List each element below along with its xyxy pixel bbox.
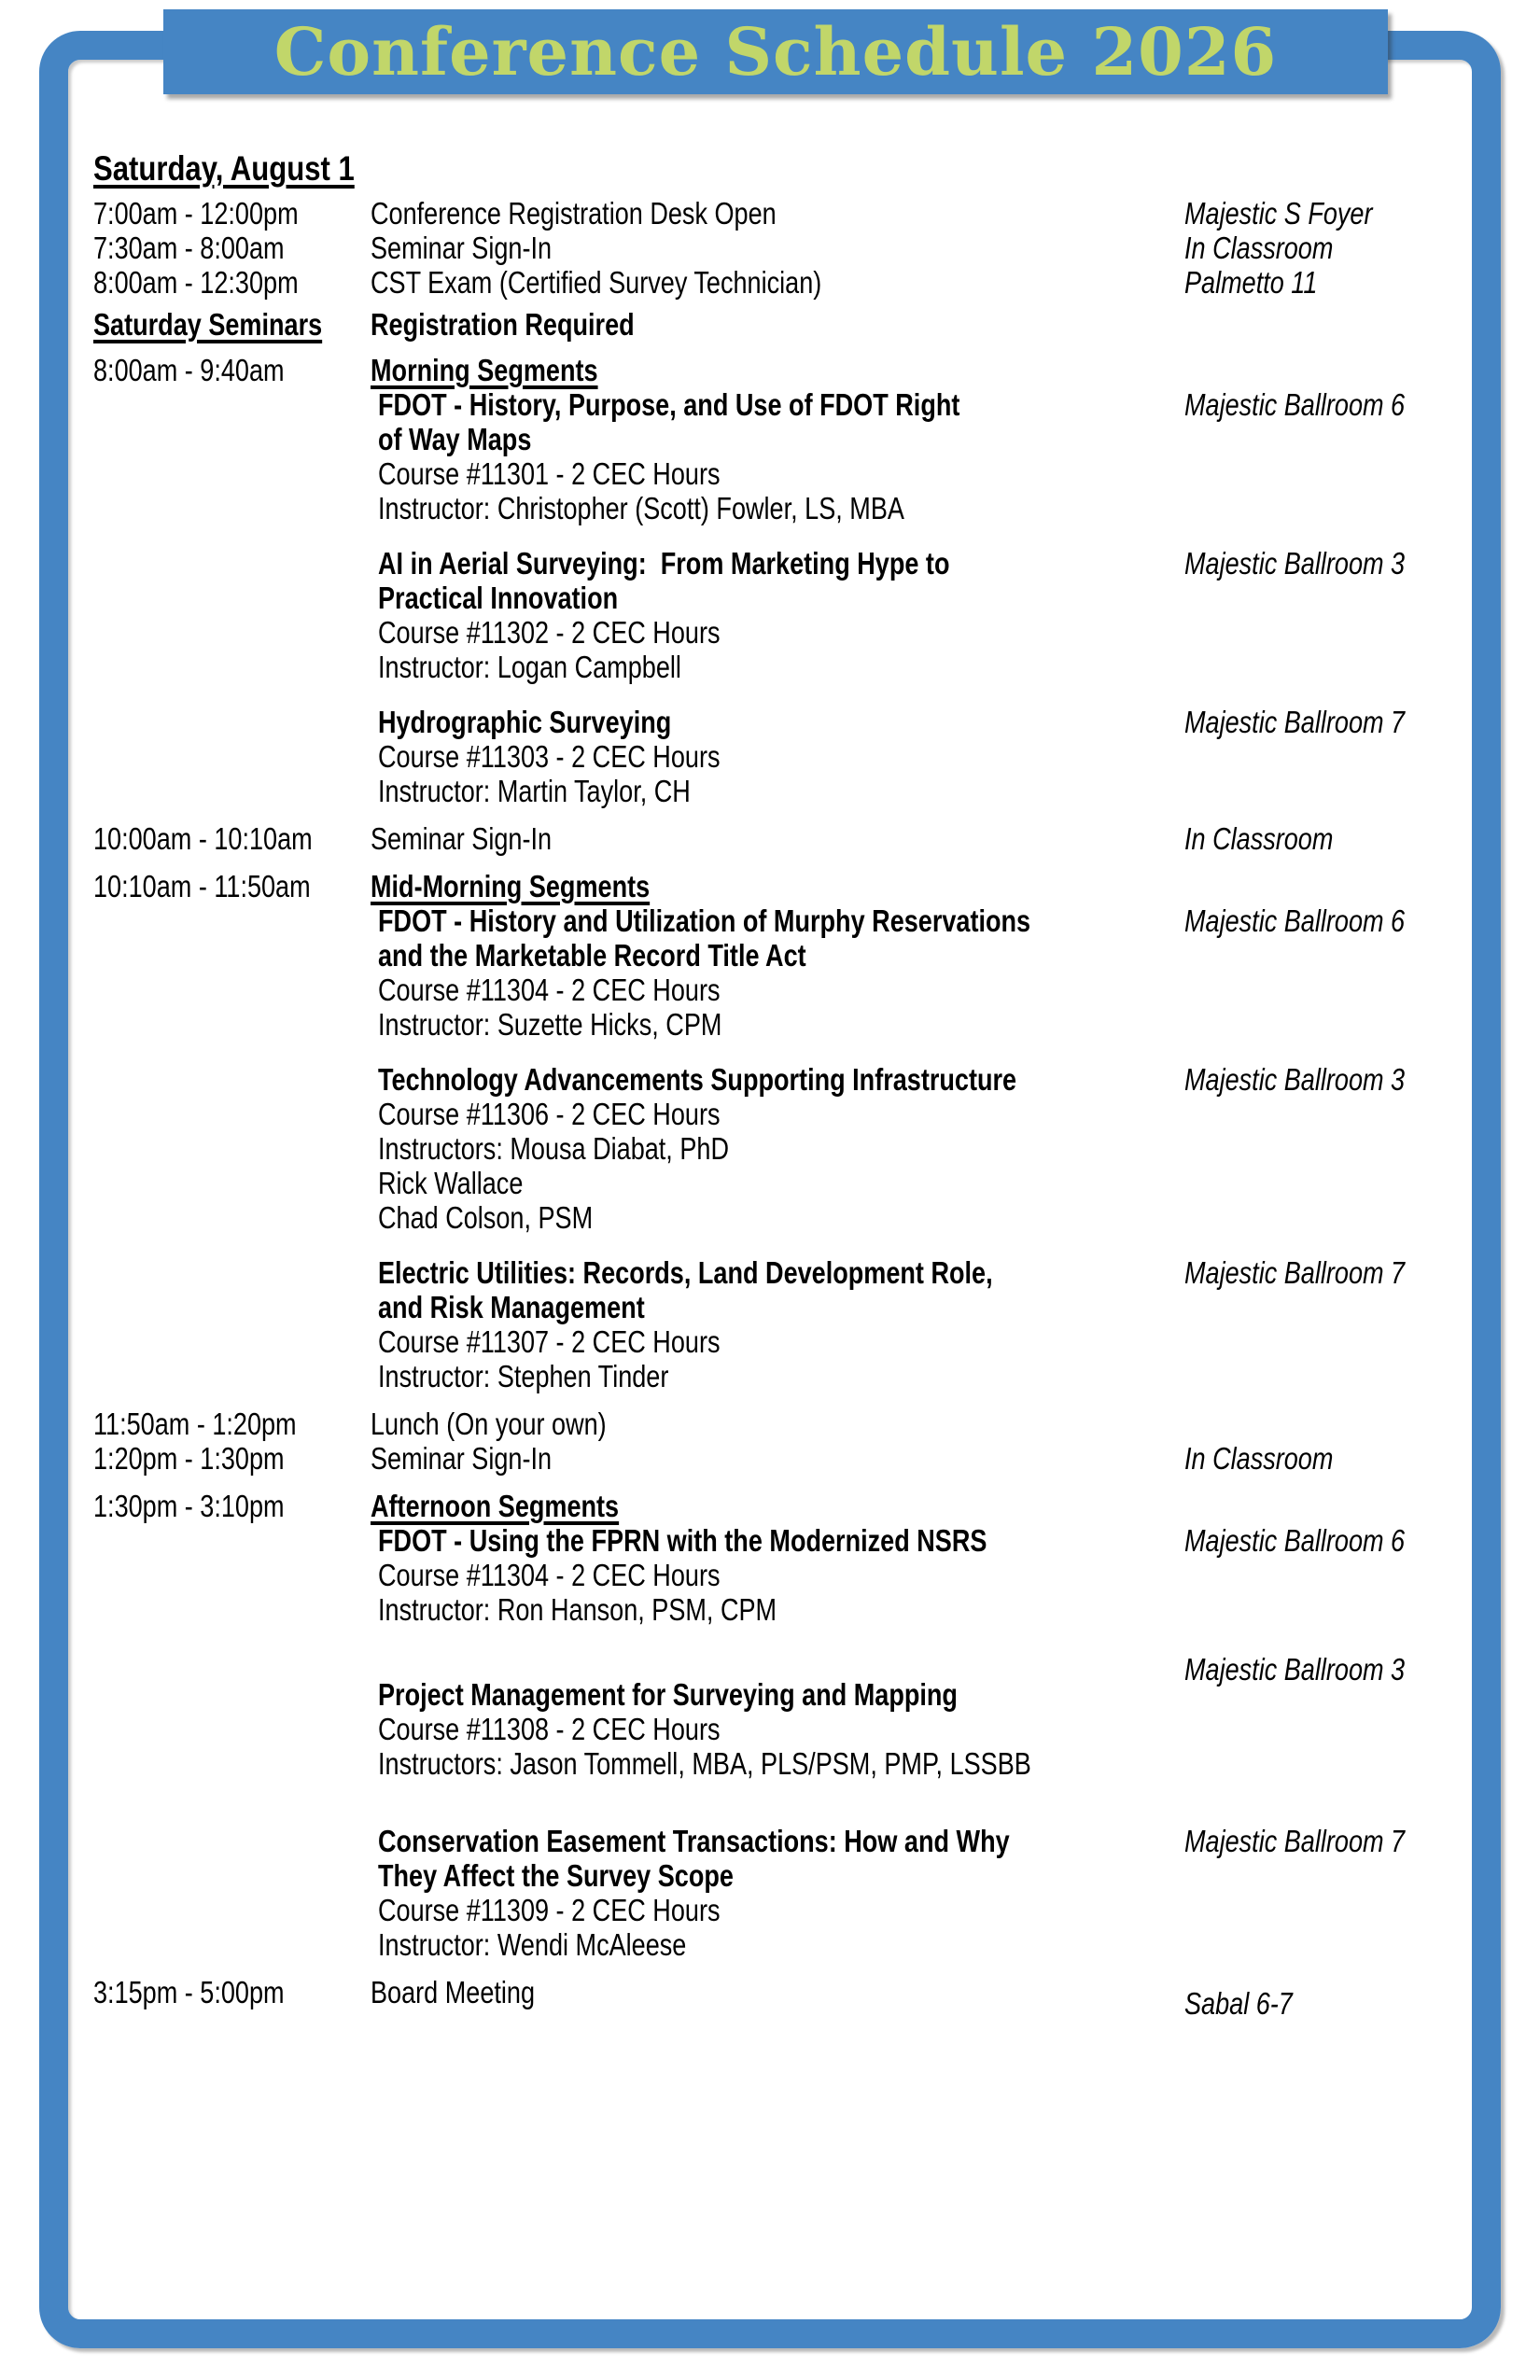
schedule-block-board-meeting <box>93 1975 1459 2021</box>
time-label: 1:20pm - 1:30pm <box>93 1441 285 1476</box>
session-row <box>371 1062 1459 1235</box>
schedule-block-afternoon <box>93 1489 1459 1962</box>
session <box>371 1255 1184 1393</box>
segment-heading: Morning Segments <box>371 353 598 387</box>
session <box>371 387 1184 525</box>
instructor-label: Instructor: Logan Campbell <box>378 650 681 684</box>
schedule-block-signin-1000 <box>93 821 1459 856</box>
session-row <box>371 546 1459 684</box>
location-label: Majestic Ballroom 7 <box>1184 705 1406 739</box>
schedule-row <box>93 265 1459 300</box>
event-label: Seminar Sign-In <box>371 821 553 856</box>
schedule-block-registration <box>93 196 1459 300</box>
session <box>371 1062 1184 1235</box>
location-label: Majestic S Foyer <box>1184 196 1373 231</box>
instructor-label: Instructor: Ron Hanson, PSM, CPM <box>378 1592 777 1627</box>
session-row <box>371 705 1459 808</box>
location-label: Majestic Ballroom 6 <box>1184 387 1406 422</box>
event-label: Lunch (On your own) <box>371 1407 607 1441</box>
instructor-label: Instructor: Wendi McAleese <box>378 1927 687 1962</box>
session-title: Project Management for Surveying and Mapping <box>378 1677 958 1712</box>
schedule-block-mid-morning <box>93 869 1459 1393</box>
course-label: Course #11307 - 2 CEC Hours <box>378 1324 721 1359</box>
session-title: Conservation Easement Transactions: How and Why <box>378 1824 1010 1858</box>
location-label: Sabal 6-7 <box>1184 1986 1293 2021</box>
location-label: Majestic Ballroom 7 <box>1184 1824 1406 1858</box>
instructor-label: Instructor: Suzette Hicks, CPM <box>378 1007 722 1042</box>
session-title: Electric Utilities: Records, Land Development Role, <box>378 1255 993 1290</box>
course-label: Course #11303 - 2 CEC Hours <box>378 739 721 774</box>
session-title: AI in Aerial Surveying: From Marketing Hype to <box>378 546 950 581</box>
schedule-block-lunch <box>93 1407 1459 1441</box>
time-label: 11:50am - 1:20pm <box>93 1407 297 1441</box>
session <box>371 546 1184 684</box>
session-title: They Affect the Survey Scope <box>378 1858 734 1893</box>
time-label: 1:30pm - 3:10pm <box>93 1489 285 1523</box>
session-title: and the Marketable Record Title Act <box>378 938 806 973</box>
location-label: Majestic Ballroom 3 <box>1184 1062 1406 1097</box>
course-label: Course #11302 - 2 CEC Hours <box>378 615 721 650</box>
session <box>371 1677 1184 1781</box>
session <box>371 903 1184 1042</box>
event-label: Conference Registration Desk Open <box>371 196 777 231</box>
session-title: Practical Innovation <box>378 581 619 615</box>
day-heading: Saturday, August 1 <box>93 149 355 188</box>
session <box>371 1824 1184 1962</box>
seminars-label: Saturday Seminars <box>93 307 323 342</box>
schedule-row <box>371 1441 1459 1476</box>
session-title: FDOT - History, Purpose, and Use of FDOT Right <box>378 387 960 422</box>
session-row <box>371 903 1459 1042</box>
time-label: 3:15pm - 5:00pm <box>93 1975 285 2009</box>
schedule-block-seminars-note <box>93 307 1459 342</box>
location-label: Palmetto 11 <box>1184 265 1318 300</box>
instructor-label: Instructors: Jason Tommell, MBA, PLS/PSM, PMP, LSSBB <box>378 1746 1031 1781</box>
location-label: Majestic Ballroom 3 <box>1184 546 1406 581</box>
page-title: Conference Schedule 2026 <box>273 13 1278 91</box>
location-label: Majestic Ballroom 3 <box>1184 1652 1406 1687</box>
title-banner <box>163 9 1388 94</box>
schedule-block-signin-120 <box>93 1441 1459 1476</box>
session-title: Hydrographic Surveying <box>378 705 672 739</box>
event-label: Seminar Sign-In <box>371 231 553 265</box>
schedule-row <box>371 1975 1459 2021</box>
schedule-row <box>93 196 1459 231</box>
time-label: 8:00am - 12:30pm <box>93 265 299 300</box>
time-label: 10:00am - 10:10am <box>93 821 313 856</box>
instructor-label: Instructors: Mousa Diabat, PhD <box>378 1131 729 1166</box>
course-label: Course #11308 - 2 CEC Hours <box>378 1712 721 1746</box>
instructor-label: Rick Wallace <box>378 1166 524 1200</box>
course-label: Course #11306 - 2 CEC Hours <box>378 1097 721 1131</box>
session-row <box>371 1652 1459 1781</box>
segment-heading: Mid-Morning Segments <box>371 869 651 903</box>
event-label: Board Meeting <box>371 1975 536 2009</box>
session-title: FDOT - Using the FPRN with the Modernized NSRS <box>378 1523 987 1558</box>
schedule-content <box>93 147 1459 2021</box>
session-row <box>371 387 1459 525</box>
session-title: Technology Advancements Supporting Infrastructure <box>378 1062 1017 1097</box>
instructor-label: Chad Colson, PSM <box>378 1200 594 1235</box>
session <box>371 1523 1184 1627</box>
time-label: 7:00am - 12:00pm <box>93 196 299 231</box>
instructor-label: Instructor: Stephen Tinder <box>378 1359 669 1393</box>
course-label: Course #11301 - 2 CEC Hours <box>378 456 721 491</box>
time-label: 10:10am - 11:50am <box>93 869 311 903</box>
location-label: Majestic Ballroom 6 <box>1184 1523 1406 1558</box>
session-title: FDOT - History and Utilization of Murphy Reservations <box>378 903 1031 938</box>
registration-note: Registration Required <box>371 307 635 342</box>
course-label: Course #11304 - 2 CEC Hours <box>378 1558 721 1592</box>
location-label: Majestic Ballroom 6 <box>1184 903 1406 938</box>
schedule-row <box>371 821 1459 856</box>
course-label: Course #11309 - 2 CEC Hours <box>378 1893 721 1927</box>
instructor-label: Instructor: Martin Taylor, CH <box>378 774 691 808</box>
event-label: Seminar Sign-In <box>371 1441 553 1476</box>
session-row <box>371 1523 1459 1627</box>
time-label: 7:30am - 8:00am <box>93 231 285 265</box>
time-label: 8:00am - 9:40am <box>93 353 285 387</box>
course-label: Course #11304 - 2 CEC Hours <box>378 973 721 1007</box>
location-label: In Classroom <box>1184 821 1334 856</box>
session-row <box>371 1824 1459 1962</box>
schedule-block-morning <box>93 353 1459 808</box>
location-label: In Classroom <box>1184 231 1334 265</box>
location-label: Majestic Ballroom 7 <box>1184 1255 1406 1290</box>
event-label: CST Exam (Certified Survey Technician) <box>371 265 822 300</box>
schedule-row <box>93 231 1459 265</box>
location-label: In Classroom <box>1184 1441 1334 1476</box>
session-title: and Risk Management <box>378 1290 645 1324</box>
session <box>371 705 1184 808</box>
session-title: of Way Maps <box>378 422 532 456</box>
segment-heading: Afternoon Segments <box>371 1489 620 1523</box>
instructor-label: Instructor: Christopher (Scott) Fowler, LS, MBA <box>378 491 904 525</box>
session-row <box>371 1255 1459 1393</box>
